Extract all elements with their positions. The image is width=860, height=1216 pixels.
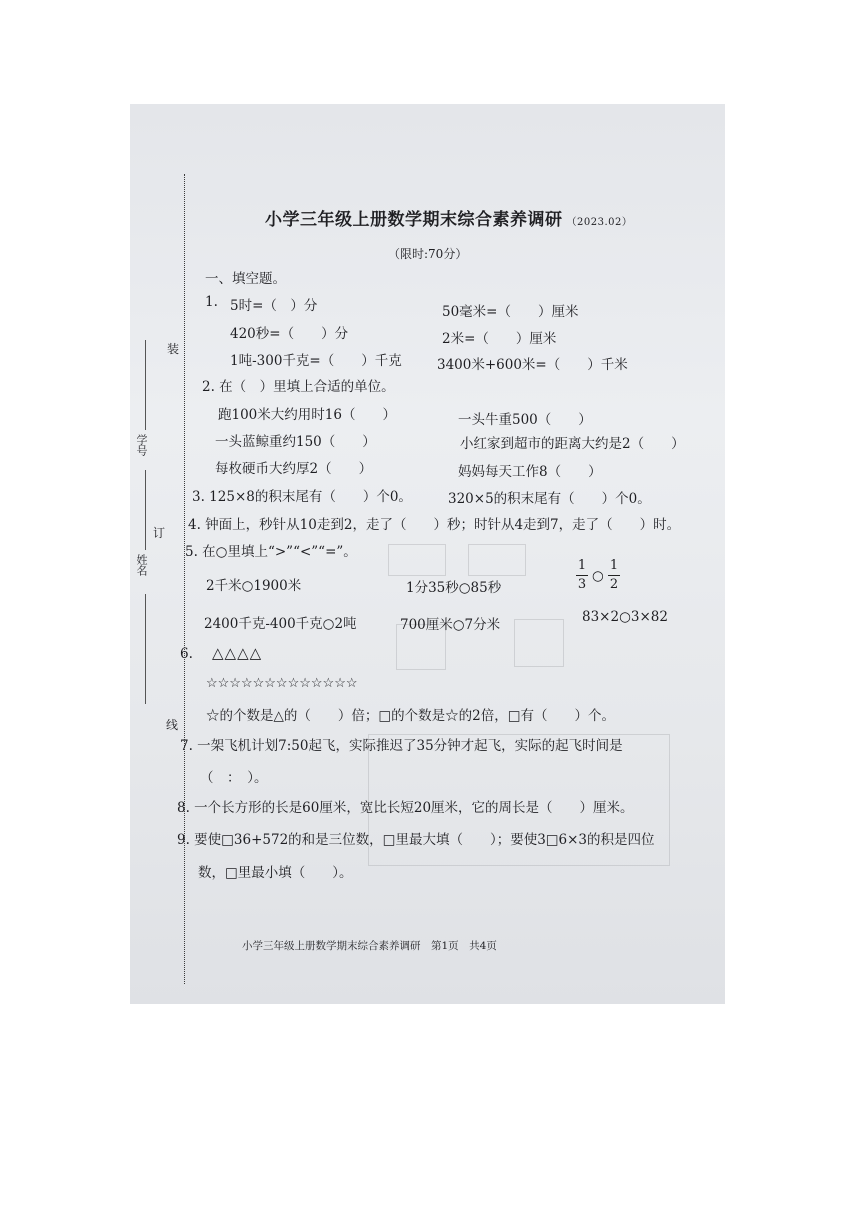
fraction-denominator: 2: [609, 577, 619, 592]
binding-dotted-line: [184, 174, 185, 984]
q1-number: 1.: [205, 294, 218, 310]
q2-item: 小红家到超市的距离大约是2（ ）: [460, 436, 685, 452]
q6-triangles: △△△△: [212, 644, 263, 662]
q5-heading: 5. 在○里填上“>”“<”“=”。: [185, 544, 357, 560]
page-footer: 小学三年级上册数学期末综合素养调研 第1页 共4页: [242, 940, 497, 952]
q5-item: 83×2○3×82: [582, 609, 668, 625]
q2-item: 一头牛重500（ ）: [458, 412, 592, 428]
q1-item: 1吨-300千克=（ ）千克: [230, 353, 402, 369]
q5-item: 2千米○1900米: [206, 578, 302, 594]
q1-item: 2米=（ ）厘米: [442, 331, 557, 347]
q9-text: 数，□里最小填（ ）。: [198, 865, 353, 881]
q5-fraction: [576, 559, 588, 592]
exam-paper: [130, 104, 725, 1004]
student-number-line: [145, 470, 146, 550]
fraction-denominator: 3: [577, 577, 587, 592]
q6-text: ☆的个数是△的（ ）倍；□的个数是☆的2倍，□有（ ）个。: [206, 708, 615, 724]
student-number-label: 学号: [135, 434, 148, 456]
fraction-numerator: 1: [609, 558, 619, 573]
q3-item: 3. 125×8的积末尾有（ ）个0。: [192, 489, 412, 505]
q5-item: 1分35秒○85秒: [406, 580, 502, 596]
time-limit: （限时:70分）: [388, 247, 468, 261]
fraction-numerator: 1: [577, 558, 587, 573]
bleed-through-box: [388, 544, 446, 576]
binding-label-xian: 线: [166, 718, 179, 732]
q6-stars: ☆☆☆☆☆☆☆☆☆☆☆☆☆: [206, 676, 358, 691]
q7-text: 7. 一架飞机计划7:50起飞，实际推迟了35分钟才起飞，实际的起飞时间是: [180, 738, 623, 754]
q2-item: 妈妈每天工作8（ ）: [458, 464, 602, 480]
exam-year: （2023.02）: [566, 217, 633, 228]
binding-label-zhuang: 装: [167, 342, 180, 356]
q6-number: 6.: [180, 646, 193, 662]
bleed-through-box: [514, 619, 564, 667]
q5-compare-circle: ○: [592, 568, 604, 584]
q9-text: 9. 要使□36+572的和是三位数，□里最大填（ ）；要使3□6×3的积是四位: [177, 832, 655, 848]
q1-item: 3400米+600米=（ ）千米: [437, 357, 628, 373]
q2-item: 跑100米大约用时16（ ）: [218, 407, 396, 423]
q1-item: 5时=（ ）分: [230, 298, 318, 314]
q3-item: 320×5的积末尾有（ ）个0。: [448, 491, 651, 507]
q8-text: 8. 一个长方形的长是60厘米，宽比长短20厘米，它的周长是（ ）厘米。: [177, 800, 634, 816]
student-number-line: [145, 340, 146, 430]
q4-text: 4. 钟面上，秒针从10走到2，走了（ ）秒；时针从4走到7，走了（ ）时。: [188, 517, 681, 533]
q2-item: 每枚硬币大约厚2（ ）: [215, 461, 373, 477]
section-heading: 一、填空题。: [205, 271, 286, 287]
q7-answer-blank: （ ： ）。: [200, 770, 268, 786]
q1-item: 420秒=（ ）分: [230, 326, 349, 342]
exam-title: 小学三年级上册数学期末综合素养调研 （2023.02）: [265, 210, 633, 230]
q5-item: 700厘米○7分米: [400, 617, 501, 633]
q5-fraction: [608, 559, 620, 592]
student-name-label: 姓名: [135, 554, 148, 576]
binding-label-ding: 订: [153, 526, 166, 540]
bleed-through-box: [468, 544, 526, 576]
q1-item: 50毫米=（ ）厘米: [442, 304, 579, 320]
q2-item: 一头蓝鲸重约150（ ）: [215, 434, 376, 450]
q5-item: 2400千克-400千克○2吨: [204, 616, 357, 632]
q2-heading: 2. 在（ ）里填上合适的单位。: [202, 379, 395, 395]
student-name-line: [145, 594, 146, 704]
